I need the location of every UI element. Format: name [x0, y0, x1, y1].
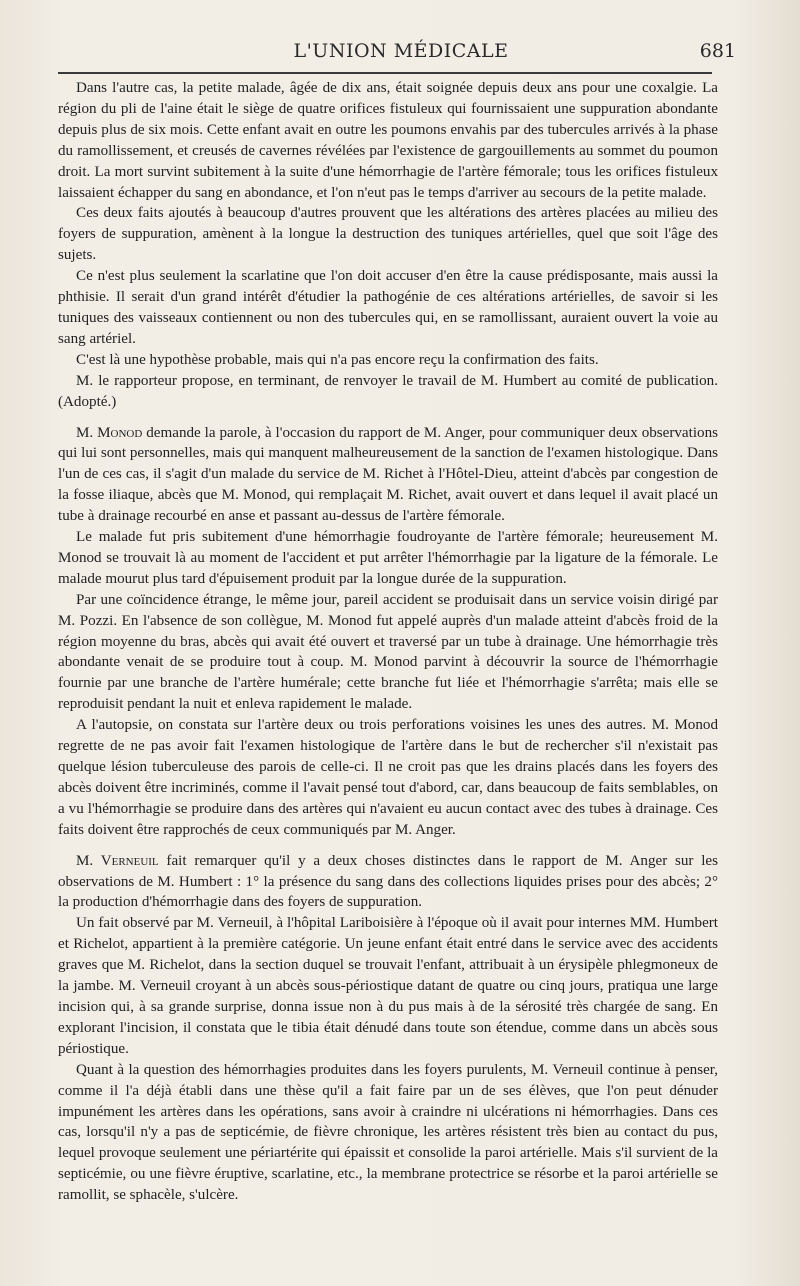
paragraph [58, 350, 718, 371]
paragraph [58, 913, 718, 1059]
paragraph-text: C'est là une hypothèse probable, mais qui n'a pas encore reçu la confirmation des faits. [76, 351, 599, 368]
speaker-name: M. Verneuil [76, 852, 159, 869]
speaker-name: M. Monod [76, 424, 143, 441]
paragraph-text: Dans l'autre cas, la petite malade, âgée de dix ans, était soignée depuis deux ans pour une coxalgie. La région du pli de l'aine était le siège de quatre orifices fistuleux qui fournissaient une suppuration abondante depuis plus de six mois. Cette enfant avait en outre les poumons envahis par des tubercules arrivés à la phase du ramollissement, et creusés de cavernes révélées par l'existence de gargouillements au sommet du poumon droit. La mort survint subitement à la suite d'une hémorrhagie de l'artère fémorale; tous les orifices fistuleux laissaient échapper du sang en abondance, et l'on n'eut pas le temps d'arriver au secours de la petite malade. [58, 80, 718, 201]
page-header [56, 36, 746, 70]
paragraph-text: demande la parole, à l'occasion du rapport de M. Anger, pour communiquer deux observations qui lui sont personnelles, mais qui manquent malheureusement de la sanction de l'examen histologique. Dans l'un de ces cas, il s'agit d'un malade du service de M. Richet à l'Hôtel-Dieu, atteint d'abcès par congestion de la fosse iliaque, abcès que M. Monod, qui remplaçait M. Richet, avait ouvert et dans lequel il avait placé un tube à drainage recourbé en anse et passant au-dessus de l'artère fémorale. [58, 424, 718, 525]
page-number: 681 [699, 40, 736, 62]
paragraph [58, 590, 718, 715]
paragraph-text: Un fait observé par M. Verneuil, à l'hôpital Lariboisière à l'époque où il avait pour internes MM. Humbert et Richelot, appartient à la première catégorie. Un jeune enfant était entré dans le service avec des accidents graves que M. Richelot, dans la section duquel se trouvait l'enfant, attribuait à un érysipèle phlegmoneux de la jambe. M. Verneuil croyant à un abcès sous-périostique datant de quatre ou cinq jours, pratiqua une large incision qui, à sa grande surprise, donna issue non à du pus mais à de la sérosité très chargée de sang. En explorant l'incision, il constata que le tibia était dénudé dans toute son étendue, comme dans un abcès sous périostique. [58, 915, 718, 1057]
paragraph-text: Le malade fut pris subitement d'une hémorrhagie foudroyante de l'artère fémorale; heureusement M. Monod se trouvait là au moment de l'accident et put arrêter l'hémorrhagie par la ligature de la fémorale. Le malade mourut plus tard d'épuisement produit par la longue durée de la suppuration. [58, 529, 718, 587]
paragraph [58, 715, 718, 840]
paragraph-text: M. le rapporteur propose, en terminant, de renvoyer le travail de M. Humbert au comité de publication. (Adopté.) [58, 372, 718, 410]
running-title: L'UNION MÉDICALE [293, 40, 509, 62]
paragraph [58, 527, 718, 590]
body-text [58, 78, 718, 1206]
paragraph-text: Quant à la question des hémorrhagies produites dans les foyers purulents, M. Verneuil continue à penser, comme il l'a déjà établi dans une thèse qu'il a fait faire par un de ses élèves, que l'on peut dénuder impunément les artères dans les opérations, sans avoir à craindre ni ulcérations ni hémorrhagies. Dans ces cas, lorsqu'il n'y a pas de septicémie, de fièvre chronique, les artères résistent très bien au contact du pus, lequel provoque seulement une périartérite qui épaissit et consolide la paroi artérielle. Mais s'il survient de la septicémie, ou une fièvre éruptive, scarlatine, etc., la membrane protectrice se résorbe et la paroi artérielle se ramollit, se sphacèle, s'ulcère. [58, 1061, 718, 1204]
paragraph-text: Ces deux faits ajoutés à beaucoup d'autres prouvent que les altérations des artères placées au milieu des foyers de suppuration, amènent à la longue la destruction des tuniques artérielles, quel que soit l'âge des sujets. [58, 205, 718, 264]
paragraph-text: A l'autopsie, on constata sur l'artère deux ou trois perforations voisines les unes des autres. M. Monod regrette de ne pas avoir fait l'examen histologique de l'artère dans le but de rechercher s'il n'existait pas quelque lésion tuberculeuse des parois de celle-ci. Il ne croit pas que les drains placés dans les foyers des abcès doivent être incriminés, comme il l'avait pensé tout d'abord, car, dans beaucoup de faits semblables, on a vu l'hémorrhagie se produire dans des artères qui n'avaient eu aucun contact avec des tubes à drainage. Ces faits doivent être rapprochés de ceux communiqués par M. Anger. [58, 717, 718, 838]
paragraph [58, 1060, 718, 1206]
paragraph [58, 371, 718, 413]
paragraph [58, 203, 718, 266]
paragraph [58, 78, 718, 203]
paragraph [58, 851, 718, 914]
paragraph [58, 423, 718, 528]
paragraph-text: fait remarquer qu'il y a deux choses distinctes dans le rapport de M. Anger sur les observations de M. Humbert : 1° la présence du sang dans des collections liquides prises pour des abcès; 2° la production d'hémorrhagie dans des foyers de suppuration. [58, 852, 719, 911]
paragraph-text: Par une coïncidence étrange, le même jour, pareil accident se produisait dans un service voisin dirigé par M. Pozzi. En l'absence de son collègue, M. Monod fut appelé auprès d'un malade atteint d'abcès froid de la région moyenne du bras, abcès qui avait été ouvert et traversé par un tube à drainage. Une hémorrhagie très abondante venait de se produire tout à coup. M. Monod parvint à découvrir la source de l'hémorrhagie fournie par une branche de l'artère humérale; cette branche fut liée et l'hémorrhagie s'arrêta; mais elle se reproduisit pendant la nuit et enleva rapidement le malade. [58, 591, 718, 713]
header-rule [58, 72, 712, 74]
paragraph-text: Ce n'est plus seulement la scarlatine que l'on doit accuser d'en être la cause prédisposante, mais aussi la phthisie. Il serait d'un grand intérêt d'étudier la pathogénie de ces altérations artérielles, de savoir si les tuniques des vaisseaux contiennent ou non des tubercules qui, en se ramollissant, auraient ouvert la voie au sang artériel. [58, 268, 718, 347]
paragraph [58, 266, 718, 350]
